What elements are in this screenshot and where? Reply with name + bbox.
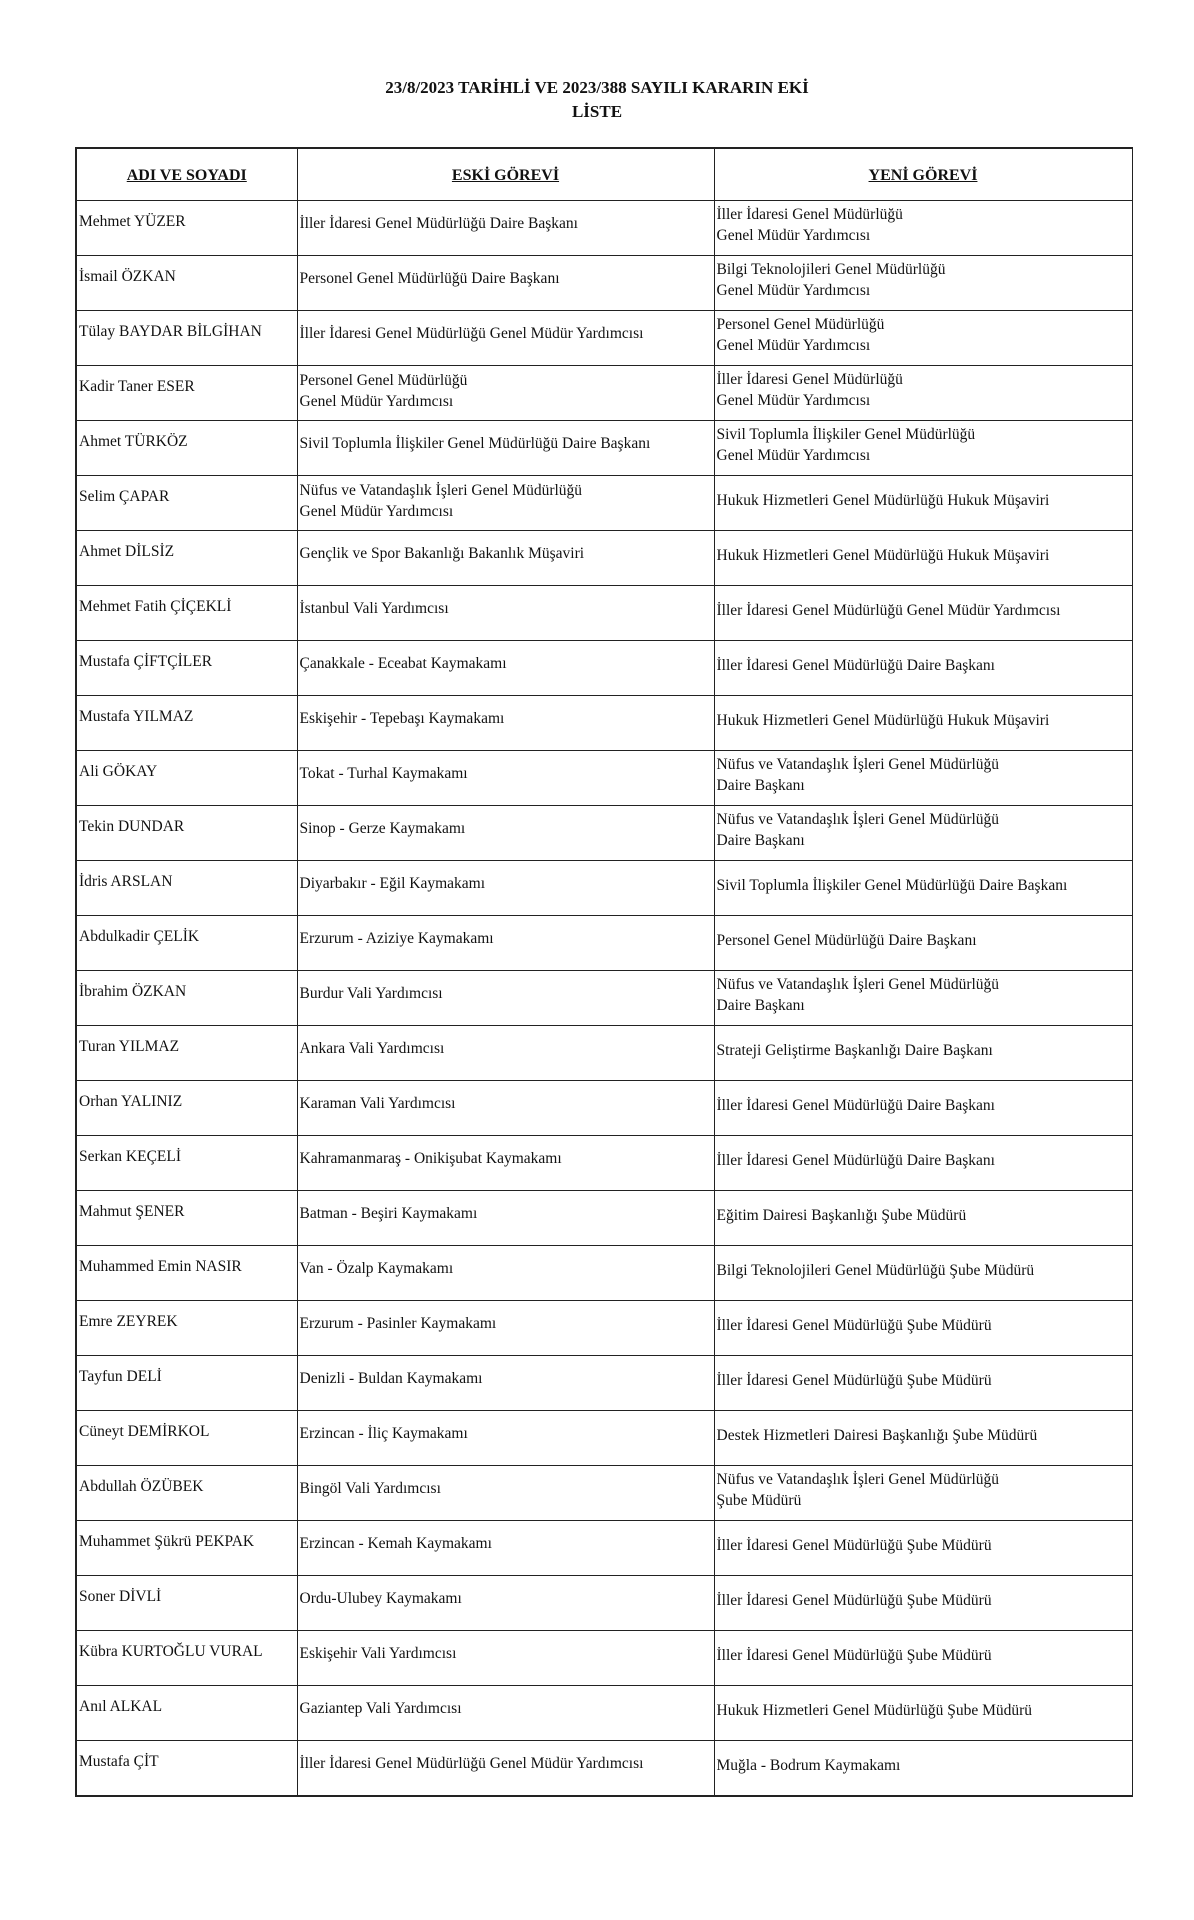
table-row — [76, 421, 1132, 476]
new-position-line: İller İdaresi Genel Müdürlüğü Şube Müdürü — [716, 1647, 992, 1664]
old-position-cell — [297, 1631, 714, 1686]
old-position-cell — [297, 476, 714, 531]
old-position-cell — [297, 1411, 714, 1466]
old-position-cell — [297, 1026, 714, 1081]
new-position-line: Personel Genel Müdürlüğü Daire Başkanı — [716, 932, 977, 949]
column-header-old-position: ESKİ GÖREVİ — [297, 148, 714, 201]
old-position-cell — [297, 696, 714, 751]
new-position-cell — [714, 586, 1132, 641]
new-position-cell — [714, 1411, 1132, 1466]
table-row — [76, 806, 1132, 861]
new-position-cell — [714, 806, 1132, 861]
table-row — [76, 861, 1132, 916]
person-name: Mahmut ŞENER — [76, 1191, 297, 1246]
old-position-line: Eskişehir Vali Yardımcısı — [299, 1645, 457, 1662]
old-position-line: Erzurum - Aziziye Kaymakamı — [299, 930, 494, 947]
old-position-cell — [297, 806, 714, 861]
new-position-cell — [714, 311, 1132, 366]
old-position-line: İller İdaresi Genel Müdürlüğü Genel Müdür Yardımcısı — [299, 325, 644, 342]
table-row — [76, 586, 1132, 641]
person-name: Mehmet Fatih ÇİÇEKLİ — [76, 586, 297, 641]
new-position-line: İller İdaresi Genel Müdürlüğü Genel Müdür Yardımcısı — [716, 602, 1061, 619]
person-name: Serkan KEÇELİ — [76, 1136, 297, 1191]
old-position-cell — [297, 916, 714, 971]
new-position-line: İller İdaresi Genel Müdürlüğü — [716, 206, 903, 223]
person-name: Ahmet TÜRKÖZ — [76, 421, 297, 476]
new-position-cell — [714, 861, 1132, 916]
person-name: Mustafa YILMAZ — [76, 696, 297, 751]
old-position-cell — [297, 1466, 714, 1521]
person-name: Muhammet Şükrü PEKPAK — [76, 1521, 297, 1576]
old-position-cell — [297, 1741, 714, 1796]
old-position-line: Gençlik ve Spor Bakanlığı Bakanlık Müşaviri — [299, 545, 585, 562]
old-position-line: Genel Müdür Yardımcısı — [299, 503, 454, 520]
new-position-line: Nüfus ve Vatandaşlık İşleri Genel Müdürlüğü — [716, 976, 1000, 993]
old-position-cell — [297, 861, 714, 916]
new-position-cell — [714, 421, 1132, 476]
old-position-line: Sivil Toplumla İlişkiler Genel Müdürlüğü Daire Başkanı — [299, 435, 651, 452]
new-position-line: Destek Hizmetleri Dairesi Başkanlığı Şube Müdürü — [716, 1427, 1038, 1444]
person-name: Mustafa ÇİFTÇİLER — [76, 641, 297, 696]
person-name: Tayfun DELİ — [76, 1356, 297, 1411]
new-position-cell — [714, 531, 1132, 586]
new-position-cell — [714, 1576, 1132, 1631]
new-position-line: Genel Müdür Yardımcısı — [716, 392, 871, 409]
new-position-line: Daire Başkanı — [716, 832, 805, 849]
old-position-cell — [297, 751, 714, 806]
table-row — [76, 916, 1132, 971]
old-position-line: Denizli - Buldan Kaymakamı — [299, 1370, 483, 1387]
old-position-line: Van - Özalp Kaymakamı — [299, 1260, 454, 1277]
old-position-line: Diyarbakır - Eğil Kaymakamı — [299, 875, 486, 892]
person-name: Mehmet YÜZER — [76, 201, 297, 256]
old-position-line: Batman - Beşiri Kaymakamı — [299, 1205, 478, 1222]
new-position-cell — [714, 751, 1132, 806]
person-name: Abdullah ÖZÜBEK — [76, 1466, 297, 1521]
new-position-cell — [714, 1246, 1132, 1301]
old-position-cell — [297, 311, 714, 366]
old-position-cell — [297, 531, 714, 586]
old-position-line: Erzincan - Kemah Kaymakamı — [299, 1535, 492, 1552]
new-position-cell — [714, 1301, 1132, 1356]
new-position-line: Nüfus ve Vatandaşlık İşleri Genel Müdürlüğü — [716, 1471, 1000, 1488]
person-name: Tülay BAYDAR BİLGİHAN — [76, 311, 297, 366]
document-title: 23/8/2023 TARİHLİ VE 2023/388 SAYILI KARARIN EKİ — [385, 78, 809, 97]
new-position-line: Daire Başkanı — [716, 997, 805, 1014]
old-position-line: Personel Genel Müdürlüğü — [299, 372, 468, 389]
person-name: İbrahim ÖZKAN — [76, 971, 297, 1026]
person-name: Mustafa ÇİT — [76, 1741, 297, 1796]
old-position-line: Genel Müdür Yardımcısı — [299, 393, 454, 410]
new-position-line: Şube Müdürü — [716, 1492, 802, 1509]
new-position-line: Bilgi Teknolojileri Genel Müdürlüğü Şube Müdürü — [716, 1262, 1035, 1279]
old-position-cell — [297, 1081, 714, 1136]
column-header-new-position: YENİ GÖREVİ — [714, 148, 1132, 201]
table-row — [76, 1356, 1132, 1411]
old-position-line: Burdur Vali Yardımcısı — [299, 985, 443, 1002]
new-position-cell — [714, 916, 1132, 971]
old-position-line: Tokat - Turhal Kaymakamı — [299, 765, 468, 782]
table-row — [76, 1521, 1132, 1576]
new-position-line: Hukuk Hizmetleri Genel Müdürlüğü Hukuk Müşaviri — [716, 492, 1050, 509]
new-position-line: Genel Müdür Yardımcısı — [716, 227, 871, 244]
new-position-cell — [714, 1521, 1132, 1576]
old-position-line: Gaziantep Vali Yardımcısı — [299, 1700, 462, 1717]
table-row — [76, 1631, 1132, 1686]
person-name: Abdulkadir ÇELİK — [76, 916, 297, 971]
old-position-line: Karaman Vali Yardımcısı — [299, 1095, 456, 1112]
table-row — [76, 1081, 1132, 1136]
table-row — [76, 1411, 1132, 1466]
person-name: İdris ARSLAN — [76, 861, 297, 916]
table-row — [76, 1576, 1132, 1631]
new-position-line: İller İdaresi Genel Müdürlüğü Şube Müdürü — [716, 1317, 992, 1334]
old-position-line: İstanbul Vali Yardımcısı — [299, 600, 449, 617]
new-position-line: Sivil Toplumla İlişkiler Genel Müdürlüğü — [716, 426, 976, 443]
person-name: Emre ZEYREK — [76, 1301, 297, 1356]
old-position-line: Ankara Vali Yardımcısı — [299, 1040, 445, 1057]
table-row — [76, 641, 1132, 696]
table-body — [76, 201, 1132, 1796]
new-position-line: Hukuk Hizmetleri Genel Müdürlüğü Şube Müdürü — [716, 1702, 1033, 1719]
new-position-line: İller İdaresi Genel Müdürlüğü — [716, 371, 903, 388]
table-row — [76, 971, 1132, 1026]
old-position-line: İller İdaresi Genel Müdürlüğü Genel Müdür Yardımcısı — [299, 1755, 644, 1772]
old-position-line: Personel Genel Müdürlüğü Daire Başkanı — [299, 270, 560, 287]
table-row — [76, 201, 1132, 256]
new-position-line: İller İdaresi Genel Müdürlüğü Daire Başkanı — [716, 1152, 995, 1169]
table-header-row — [76, 148, 1132, 201]
old-position-line: Ordu-Ulubey Kaymakamı — [299, 1590, 462, 1607]
new-position-cell — [714, 1466, 1132, 1521]
old-position-cell — [297, 421, 714, 476]
table-row — [76, 1466, 1132, 1521]
new-position-cell — [714, 476, 1132, 531]
person-name: Selim ÇAPAR — [76, 476, 297, 531]
new-position-line: İller İdaresi Genel Müdürlüğü Şube Müdürü — [716, 1592, 992, 1609]
person-name: Orhan YALINIZ — [76, 1081, 297, 1136]
new-position-cell — [714, 696, 1132, 751]
old-position-cell — [297, 366, 714, 421]
old-position-cell — [297, 1686, 714, 1741]
new-position-line: Nüfus ve Vatandaşlık İşleri Genel Müdürlüğü — [716, 756, 1000, 773]
old-position-cell — [297, 1521, 714, 1576]
table-row — [76, 1686, 1132, 1741]
table-row — [76, 1136, 1132, 1191]
old-position-line: Erzurum - Pasinler Kaymakamı — [299, 1315, 497, 1332]
new-position-cell — [714, 1741, 1132, 1796]
new-position-cell — [714, 1136, 1132, 1191]
document-subtitle: LİSTE — [571, 102, 623, 121]
new-position-line: Genel Müdür Yardımcısı — [716, 337, 871, 354]
table-row — [76, 696, 1132, 751]
new-position-line: Nüfus ve Vatandaşlık İşleri Genel Müdürlüğü — [716, 811, 1000, 828]
old-position-line: Bingöl Vali Yardımcısı — [299, 1480, 441, 1497]
column-header-name: ADI VE SOYADI — [76, 148, 297, 201]
old-position-line: Sinop - Gerze Kaymakamı — [299, 820, 466, 837]
old-position-line: Eskişehir - Tepebaşı Kaymakamı — [299, 710, 505, 727]
table-row — [76, 751, 1132, 806]
new-position-line: Daire Başkanı — [716, 777, 805, 794]
appointment-table — [75, 147, 1133, 1797]
table-row — [76, 1246, 1132, 1301]
new-position-line: Hukuk Hizmetleri Genel Müdürlüğü Hukuk Müşaviri — [716, 712, 1050, 729]
old-position-line: Nüfus ve Vatandaşlık İşleri Genel Müdürlüğü — [299, 482, 583, 499]
new-position-line: İller İdaresi Genel Müdürlüğü Daire Başkanı — [716, 657, 995, 674]
old-position-cell — [297, 971, 714, 1026]
old-position-line: Kahramanmaraş - Onikişubat Kaymakamı — [299, 1150, 562, 1167]
new-position-cell — [714, 201, 1132, 256]
new-position-cell — [714, 256, 1132, 311]
new-position-line: Hukuk Hizmetleri Genel Müdürlüğü Hukuk Müşaviri — [716, 547, 1050, 564]
old-position-cell — [297, 1191, 714, 1246]
table-row — [76, 256, 1132, 311]
old-position-cell — [297, 1301, 714, 1356]
person-name: Cüneyt DEMİRKOL — [76, 1411, 297, 1466]
old-position-cell — [297, 1356, 714, 1411]
new-position-cell — [714, 641, 1132, 696]
new-position-cell — [714, 366, 1132, 421]
table-row — [76, 531, 1132, 586]
new-position-cell — [714, 1026, 1132, 1081]
person-name: Soner DİVLİ — [76, 1576, 297, 1631]
old-position-cell — [297, 1246, 714, 1301]
table-row — [76, 1301, 1132, 1356]
new-position-cell — [714, 1686, 1132, 1741]
person-name: Muhammed Emin NASIR — [76, 1246, 297, 1301]
new-position-cell — [714, 971, 1132, 1026]
person-name: Tekin DUNDAR — [76, 806, 297, 861]
new-position-line: İller İdaresi Genel Müdürlüğü Şube Müdürü — [716, 1372, 992, 1389]
old-position-line: Çanakkale - Eceabat Kaymakamı — [299, 655, 507, 672]
old-position-line: İller İdaresi Genel Müdürlüğü Daire Başkanı — [299, 215, 578, 232]
new-position-line: Bilgi Teknolojileri Genel Müdürlüğü — [716, 261, 946, 278]
old-position-line: Erzincan - İliç Kaymakamı — [299, 1425, 468, 1442]
new-position-line: Genel Müdür Yardımcısı — [716, 282, 871, 299]
person-name: Ali GÖKAY — [76, 751, 297, 806]
person-name: Anıl ALKAL — [76, 1686, 297, 1741]
table-row — [76, 311, 1132, 366]
person-name: Kadir Taner ESER — [76, 366, 297, 421]
old-position-cell — [297, 256, 714, 311]
new-position-line: İller İdaresi Genel Müdürlüğü Daire Başkanı — [716, 1097, 995, 1114]
old-position-cell — [297, 1576, 714, 1631]
table-row — [76, 1741, 1132, 1796]
new-position-line: Genel Müdür Yardımcısı — [716, 447, 871, 464]
table-row — [76, 476, 1132, 531]
new-position-cell — [714, 1081, 1132, 1136]
table-row — [76, 366, 1132, 421]
new-position-line: Personel Genel Müdürlüğü — [716, 316, 885, 333]
person-name: Ahmet DİLSİZ — [76, 531, 297, 586]
new-position-line: İller İdaresi Genel Müdürlüğü Şube Müdürü — [716, 1537, 992, 1554]
old-position-cell — [297, 586, 714, 641]
new-position-line: Eğitim Dairesi Başkanlığı Şube Müdürü — [716, 1207, 967, 1224]
new-position-line: Muğla - Bodrum Kaymakamı — [716, 1757, 901, 1774]
old-position-cell — [297, 641, 714, 696]
new-position-cell — [714, 1631, 1132, 1686]
new-position-cell — [714, 1356, 1132, 1411]
new-position-line: Sivil Toplumla İlişkiler Genel Müdürlüğü Daire Başkanı — [716, 877, 1068, 894]
table-row — [76, 1026, 1132, 1081]
person-name: Kübra KURTOĞLU VURAL — [76, 1631, 297, 1686]
table-row — [76, 1191, 1132, 1246]
person-name: İsmail ÖZKAN — [76, 256, 297, 311]
new-position-line: Strateji Geliştirme Başkanlığı Daire Başkanı — [716, 1042, 993, 1059]
old-position-cell — [297, 1136, 714, 1191]
new-position-cell — [714, 1191, 1132, 1246]
person-name: Turan YILMAZ — [76, 1026, 297, 1081]
old-position-cell — [297, 201, 714, 256]
